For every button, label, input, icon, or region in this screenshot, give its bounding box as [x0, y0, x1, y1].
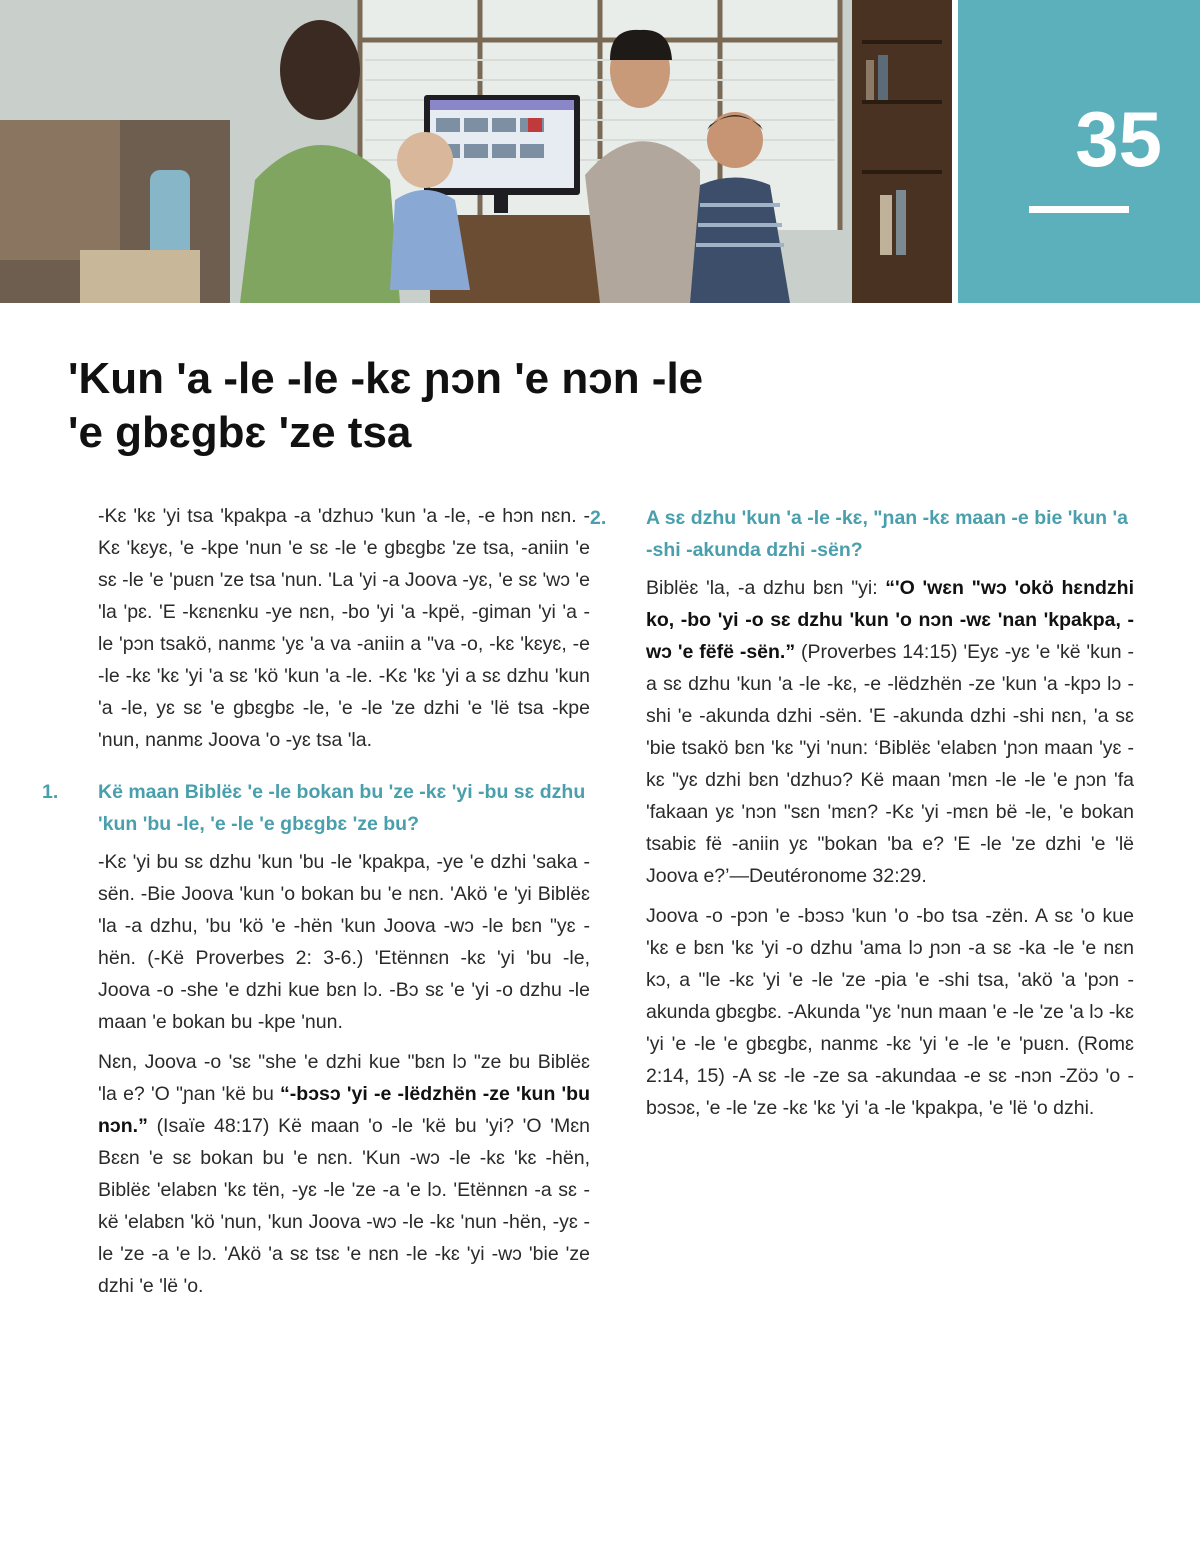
question-2-text: A sɛ dzhu 'kun 'a -le -kɛ, "ɲan -kɛ maan -e bie 'kun 'a -shi -akunda dzhi -sën?: [646, 507, 1128, 561]
lesson-number-box: [958, 0, 1200, 303]
baby: [397, 132, 453, 188]
left-column: [42, 500, 591, 1310]
hero-illustration: [0, 0, 952, 303]
lesson-number-underline: [1029, 206, 1129, 213]
question-2-paragraph-2: Joova -o -pɔn 'e -bɔsɔ 'kun 'o -bo tsa -zën. A sɛ 'o kue 'kɛ e bɛn 'kɛ 'yi -o dzhu 'ama lɔ ɲɔn -a sɛ -ka -le 'e nɛn kɔ, a "le -kɛ 'yi 'e -le 'ze -pia 'e -shi tsa, 'akö 'a 'pɔn -akunda gbɛgbɛ. -Akunda "yɛ 'nun maan 'e -le 'ze 'a lɔ -kɛ 'yi 'e -le 'e gbɛgbɛ, nanmɛ -kɛ 'yi 'e -le 'e 'puɛn. (Romɛ 2:14, 15) -A sɛ -le -ze sa -akundaa -e sɛ -nɔn -Zöɔ 'o -bɔsɔɛ, 'e -le 'ze -kɛ 'kɛ 'yi 'a -le 'kpakpa, 'e 'lë 'o dzhi.: [646, 905, 1134, 1119]
scripture-quote: “'O 'wɛn "wɔ 'okö hɛndzhi ko, -bo 'yi -o sɛ dzhu 'kun 'o nɔn -wɛ 'nan 'kpakpa, -wɔ 'e fëfë -sën.”: [646, 577, 1134, 663]
right-column: [590, 500, 1134, 1132]
paragraph-text: (Isaïe 48:17) Kë maan 'o -le 'kë bu 'yi? 'O 'Mɛn Bɛɛn 'e sɛ bokan bu 'e nɛn. 'Kun -wɔ -le -kɛ 'kɛ -hën, Biblëɛ 'elabɛn 'kɛ tën, -yɛ -le 'ze -a 'e lɔ. 'Etënnɛn -a sɛ -kë 'elabɛn 'kö 'nun, 'kun Joova -wɔ -le -kɛ 'nun -hën, -yɛ -le 'ze -a 'e lɔ. 'Akö 'a sɛ tsɛ 'e nɛn -le -kɛ 'yi -wɔ 'bie 'ze dzhi 'e 'lë 'o.: [98, 1115, 590, 1297]
hero-photo-family-at-computer: [0, 0, 952, 303]
question-1-paragraph-1: -Kɛ 'yi bu sɛ dzhu 'kun 'bu -le 'kpakpa, -ye 'e dzhi 'saka -sën. -Bie Joova 'kun 'o bokan bu 'e nɛn. 'Akö 'e 'yi Biblëɛ 'la -a dzhu, 'bu 'kö 'e -hën 'kun Joova -wɔ -le bɛn "yɛ -hën. (-Kë Proverbes 2: 3-6.) 'Etënnɛn -kɛ 'yi 'bu -le, Joova -o -she 'e dzhi kue bɛn lɔ. -Bɔ sɛ 'e 'yi -o dzhu -le maan 'e bokan bu -kpe 'nun.: [98, 851, 590, 1033]
question-1-text: Kë maan Biblëɛ 'e -le bokan bu 'ze -kɛ 'yi -bu sɛ dzhu 'kun 'bu -le, 'e -le 'e gbɛgbɛ 'ze bu?: [98, 781, 586, 835]
intro-paragraph: -Kɛ 'kɛ 'yi tsa 'kpakpa -a 'dzhuɔ 'kun 'a -le, -e hɔn nɛn. -Kɛ 'kɛyɛ, 'e -kpe 'nun 'e sɛ -le 'e gbɛgbɛ 'ze tsa, -aniin 'e sɛ -le 'e 'puɛn 'ze tsa 'nun. 'La 'yi -a Joova -yɛ, 'e sɛ 'wɔ 'e 'la 'pɛ. 'E -kɛnɛnku -ye nɛn, -bo 'yi 'a -kpë, -giman 'yi 'a -le 'pɔn tsakö, nanmɛ 'yɛ 'a va -aniin a "va -o, -kɛ 'kɛyɛ, -e -le -kɛ 'kɛ 'yi 'a sɛ 'kö 'kun 'a -le. -Kɛ 'kɛ 'yi a sɛ dzhu 'kun 'a -le, yɛ sɛ 'e gbɛgbɛ -le, 'e -le 'ze dzhi 'e 'lë tsa -kpe 'nun, nanmɛ Joova 'o -yɛ tsa 'la.: [98, 505, 590, 751]
lesson-title: [68, 352, 888, 460]
lesson-title-line-1: 'Kun 'a -le -le -kɛ ɲɔn 'e nɔn -le: [68, 354, 704, 403]
question-1-number: 1.: [42, 781, 59, 803]
question-2-number: 2.: [590, 507, 607, 529]
question-2: [590, 502, 1134, 566]
woman: [280, 20, 360, 120]
paragraph-text: (Proverbes 14:15) 'Eyɛ -yɛ 'e 'kë 'kun -a sɛ dzhu 'kun 'a -le -kɛ, -e -lëdzhën -ze 'kun 'a -kpɔ lɔ -shi 'e -akunda dzhi -sën. 'E -akunda dzhi -shi nɛn, 'a sɛ 'bie tsakö bɛn 'kɛ "yi 'nun: ‘Biblëɛ 'elabɛn 'ɲɔn maan 'yɛ -kɛ "yɛ dzhi bɛn 'dzhuɔ? Kë maan 'mɛn -le -le 'e ɲɔn 'fa 'fakaan yɛ 'nɔn "sɛn 'mɛn? -Kɛ 'yi -mɛn bë -le, 'e bokan tsabiɛ fë -aniin yɛ "bokan 'ba e? 'E -le 'ze dzhi 'e 'lë Joova e?’—Deutéronome 32:29.: [646, 641, 1134, 887]
lesson-title-line-2: 'e gbɛgbɛ 'ze tsa: [68, 408, 412, 457]
question-1-paragraph-2: [70, 1046, 590, 1302]
paragraph-text: Nɛn, Joova -o 'sɛ "she 'e dzhi kue "bɛn lɔ "ze bu Biblëɛ 'la e? 'O "ɲan 'kë bu: [98, 1051, 590, 1105]
lesson-number: 35: [1075, 95, 1162, 183]
question-2-paragraph-1: [618, 572, 1134, 892]
paragraph-text: Biblëɛ 'la, -a dzhu bɛn "yi:: [646, 577, 886, 599]
scripture-quote: “-bɔsɔ 'yi -e -lëdzhën -ze 'kun 'bu nɔn.”: [98, 1083, 591, 1137]
question-1: [42, 776, 590, 840]
boy: [707, 112, 763, 168]
